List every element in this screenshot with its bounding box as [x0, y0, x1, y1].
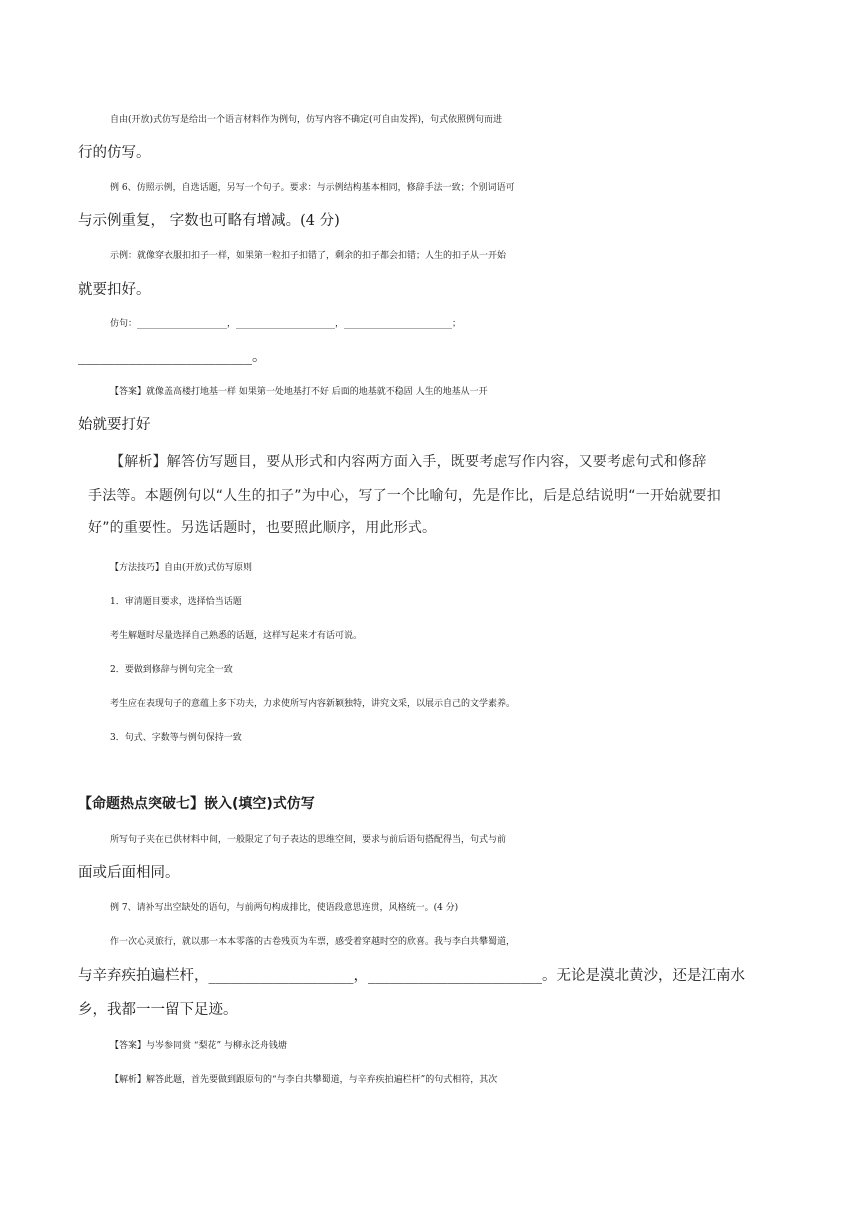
section-heading: 【命题热点突破七】嵌入(填空)式仿写: [78, 796, 315, 812]
analysis-image-line: 手法等。本题例句以“人生的扣子”为中心，写了一个比喻句，先是作比，后是总结说明“一开始就要扣: [88, 488, 721, 504]
answer-line: 【答案】就像盖高楼打地基一样 如果第一处地基打不好 后面的地基就不稳固 人生的地基从一开: [110, 387, 488, 397]
sample-sentence-line: 就要扣好。: [78, 282, 151, 298]
tip-detail: 考生解题时尽量选择自己熟悉的话题，这样写起来才有话可说。: [110, 631, 363, 641]
paragraph-line: 面或后面相同。: [78, 865, 180, 881]
analysis-line: 【解析】解答此题，首先要做到跟原句的“与李白共攀蜀道，与辛弃疾拍遍栏杆”的句式相符，其次: [110, 1075, 498, 1085]
method-tips-heading: 【方法技巧】自由(开放)式仿写原则: [110, 563, 253, 573]
tip-item: 2．要做到修辞与例句完全一致: [110, 665, 233, 675]
tip-item: 3．句式、字数等与例句保持一致: [110, 733, 242, 743]
imitation-blank-line: 仿句：____________________，______________________，________________________；: [110, 319, 462, 329]
example-6-line: 与示例重复， 字数也可略有增减。(4 分): [78, 213, 340, 229]
example-7-line: 例 7、请补写出空缺处的语句，与前两句构成排比，使语段意思连贯，风格统一。(4 分): [110, 903, 459, 913]
tip-item: 1．审清题目要求，选择恰当话题: [110, 597, 242, 607]
tip-detail: 考生应在表现句子的意蕴上多下功夫，力求使所写内容新颖独特，讲究文采，以展示自己的文学素养。: [110, 699, 516, 709]
passage-line: 作一次心灵旅行，就以那一本本零落的古卷残页为车票，感受着穿越时空的欣喜。我与李白共攀蜀道，: [110, 937, 516, 947]
paragraph-line: 所写句子夹在已供材料中间，一般限定了句子表达的思维空间，要求与前后语句搭配得当，句式与前: [110, 835, 507, 845]
analysis-image-line: 【解析】解答仿写题目，要从形式和内容两方面入手，既要考虑写作内容，又要考虑句式和修辞: [110, 454, 707, 470]
passage-line: 与辛弃疾拍遍栏杆，____________________，________________________。无论是漠北黄沙，还是江南水: [78, 968, 745, 984]
imitation-blank-line: ________________________。: [78, 349, 267, 365]
sample-sentence-line: 示例：就像穿衣服扣扣子一样，如果第一粒扣子扣错了，剩余的扣子都会扣错；人生的扣子从一开始: [110, 251, 507, 261]
answer-line: 始就要打好: [78, 417, 151, 433]
example-6-line: 例 6、仿照示例，自选话题，另写一个句子。要求：与示例结构基本相同，修辞手法一致；个别词语可: [110, 183, 515, 193]
analysis-image-line: 好”的重要性。另选话题时，也要照此顺序，用此形式。: [88, 520, 437, 536]
answer-line: 【答案】与岑参同赏 “梨花” 与柳永泛舟钱塘: [110, 1041, 287, 1051]
passage-line: 乡，我都一一留下足迹。: [78, 1002, 238, 1018]
paragraph-line: 行的仿写。: [78, 145, 151, 161]
paragraph-line: 自由(开放)式仿写是给出一个语言材料作为例句，仿写内容不确定(可自由发挥)，句式依照例句而进: [110, 115, 503, 125]
